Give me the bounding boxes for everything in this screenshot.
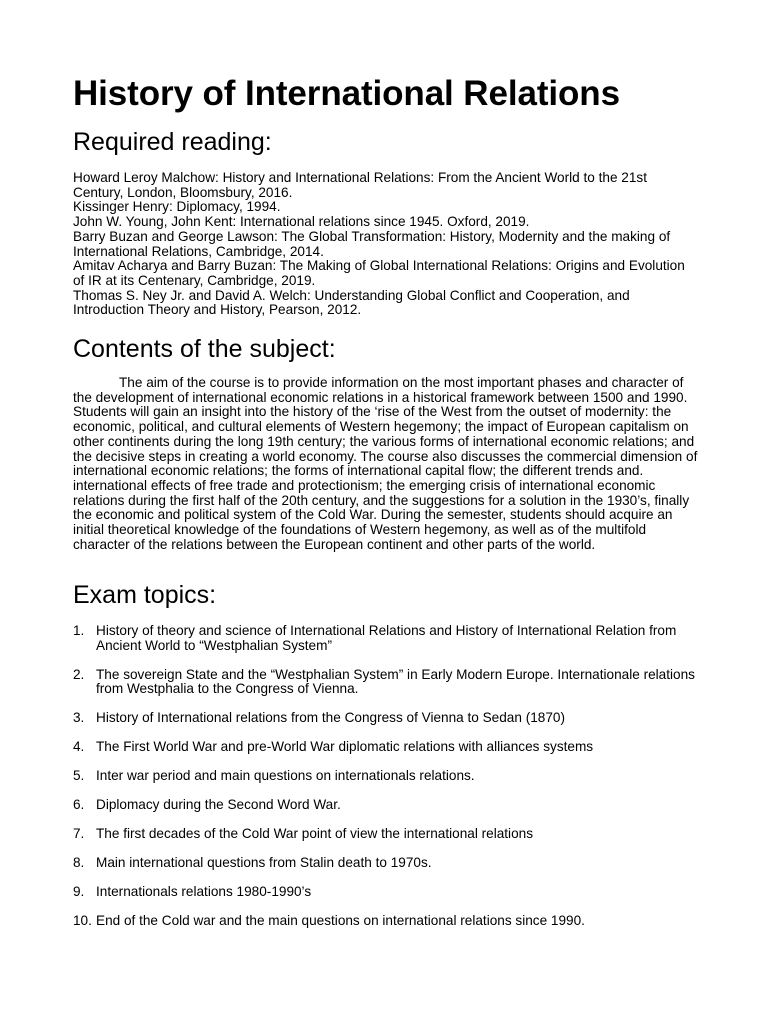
reading-entry: Howard Leroy Malchow: History and International Relations: From the Ancient World to the 21st Century, London, Bloomsbury, 2016. — [73, 170, 647, 200]
contents-paragraph: The aim of the course is to provide information on the most important phases and character of the development of international economic relations in a historical framework between 1500 and 1990. Students will gain an insight into the history of the ‘rise of the West from the outset of modernity: the economic, political, and cultural elements of Western hegemony; the impact of European capitalism on other continents during the long 19th century; the various forms of international economic relations; and the decisive steps in creating a world economy. The course also discusses the commercial dimension of international economic relations; the forms of international capital flow; the different trends and. international effects of free trade and protectionism; the emerging crisis of international economic relations during the first half of the 20th century, and the suggestions for a solution in the 1930’s, finally the economic and political system of the Cold War. During the semester, students should acquire an initial theoretical knowledge of the foundations of Western hegemony, as well as of the multifold character of the relations between the European continent and other parts of the world. — [73, 375, 698, 552]
topic-number: 9. — [73, 884, 85, 900]
topic-text: The sovereign State and the “Westphalian System” in Early Modern Europe. Internationale relations from Westphalia to the Congress of Vienna. — [96, 666, 695, 697]
reading-entry: Barry Buzan and George Lawson: The Global Transformation: History, Modernity and the making of International Relations, Cambridge, 2014. — [73, 228, 671, 259]
topic-number: 1. — [73, 623, 85, 638]
exam-topic-item — [73, 624, 703, 653]
topic-number: 7. — [73, 826, 85, 842]
topic-number: 2. — [73, 666, 85, 682]
exam-topic-item — [73, 914, 703, 929]
exam-topic-item — [73, 668, 703, 697]
reading-entry: John W. Young, John Kent: International relations since 1945. Oxford, 2019. — [73, 214, 530, 230]
topic-number: 8. — [73, 855, 85, 871]
topic-number: 6. — [73, 797, 85, 813]
exam-topics-list — [73, 624, 703, 943]
exam-topic-item — [73, 798, 703, 813]
exam-topics-heading: Exam topics: — [73, 581, 217, 609]
topic-text: The First World War and pre-World War diplomatic relations with alliances systems — [96, 739, 594, 755]
required-reading-heading: Required reading: — [73, 128, 272, 156]
exam-topic-item — [73, 885, 703, 900]
reading-entry: Amitav Acharya and Barry Buzan: The Making of Global International Relations: Origins and Evolution of IR at its Centenary, Cambridge, 2019. — [73, 258, 685, 288]
topic-text: History of theory and science of International Relations and History of International Relation from Ancient World to “Westphalian System” — [96, 623, 677, 653]
topic-text: History of International relations from the Congress of Vienna to Sedan (1870) — [96, 710, 565, 726]
topic-number: 10. — [73, 913, 92, 929]
topic-number: 5. — [73, 768, 85, 784]
exam-topic-item — [73, 827, 703, 842]
contents-heading: Contents of the subject: — [73, 335, 336, 363]
topic-text: Diplomacy during the Second Word War. — [96, 797, 341, 813]
reading-entry: Kissinger Henry: Diplomacy, 1994. — [73, 199, 281, 215]
topic-text: The first decades of the Cold War point of view the international relations — [96, 826, 533, 842]
topic-text: Inter war period and main questions on internationals relations. — [96, 768, 475, 784]
exam-topic-item — [73, 769, 703, 784]
topic-text: End of the Cold war and the main questions on international relations since 1990. — [96, 913, 585, 929]
topic-text: Main international questions from Stalin death to 1970s. — [96, 855, 432, 871]
topic-text: Internationals relations 1980-1990’s — [96, 884, 312, 900]
topic-number: 3. — [73, 710, 85, 726]
page-title: History of International Relations — [73, 74, 620, 113]
required-reading-list — [73, 171, 698, 318]
reading-entry: Thomas S. Ney Jr. and David A. Welch: Understanding Global Conflict and Cooperation, and Introduction Theory and History, Pearson, 2012. — [73, 287, 630, 318]
exam-topic-item — [73, 740, 703, 755]
topic-number: 4. — [73, 739, 85, 755]
exam-topic-item — [73, 856, 703, 871]
exam-topic-item — [73, 711, 703, 726]
